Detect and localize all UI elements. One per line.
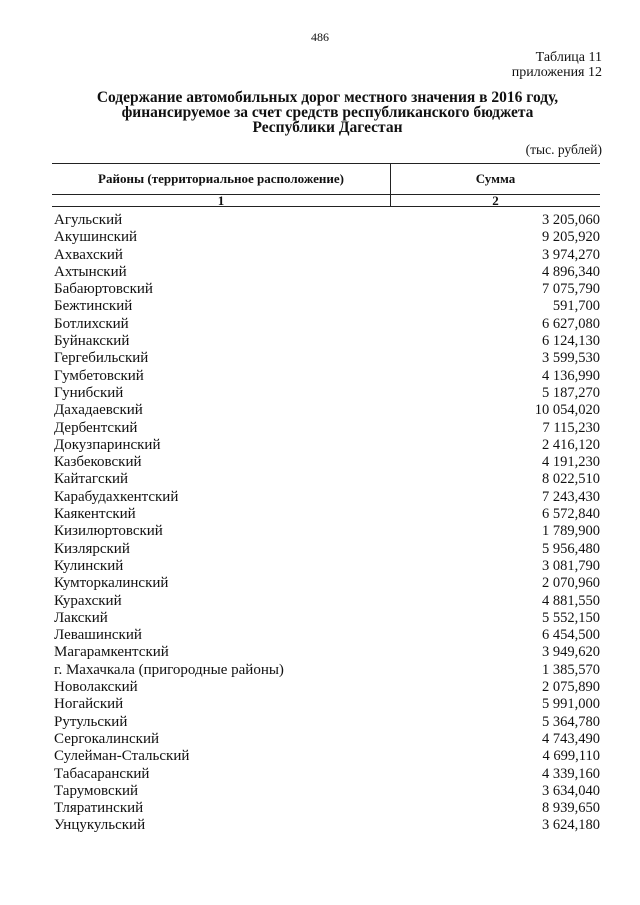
table-row	[54, 696, 600, 713]
district-name: Лакский	[54, 609, 108, 626]
district-name: Гунибский	[54, 384, 124, 401]
district-amount: 6 627,080	[542, 315, 600, 332]
table-row	[54, 679, 600, 696]
district-amount: 591,700	[552, 298, 600, 315]
district-name: Дербентский	[54, 419, 138, 436]
district-amount: 4 136,990	[542, 367, 600, 384]
district-name: Новолакский	[54, 679, 138, 696]
district-name: Ахвахский	[54, 246, 123, 263]
table-row	[54, 593, 600, 610]
district-name: Тляратинский	[54, 800, 144, 817]
table-row	[54, 402, 600, 419]
district-name: Ботлихский	[54, 315, 129, 332]
district-name: Бабаюртовский	[54, 281, 153, 298]
district-amount: 4 699,110	[542, 748, 600, 765]
district-name: Гумбетовский	[54, 367, 144, 384]
table-row	[54, 420, 600, 437]
district-amount: 5 991,000	[542, 696, 600, 713]
table-row	[54, 800, 600, 817]
table-row	[54, 714, 600, 731]
district-amount: 6 454,500	[542, 627, 600, 644]
unit-label: (тыс. рублей)	[525, 142, 602, 157]
title-line-3: Республики Дагестан	[252, 119, 403, 136]
district-name: Рутульский	[54, 713, 128, 730]
table-label	[512, 50, 602, 80]
table-row	[54, 229, 600, 246]
table-row	[54, 610, 600, 627]
district-name: Бежтинский	[54, 298, 133, 315]
district-name: Унцукульский	[54, 817, 146, 834]
district-name: Дахадаевский	[54, 402, 143, 419]
district-amount: 10 054,020	[534, 402, 600, 419]
table-row	[54, 523, 600, 540]
title-line-2: финансируемое за счет средств республиканского бюджета	[121, 104, 534, 121]
district-amount: 5 552,150	[542, 609, 600, 626]
column-header-amount: Сумма	[475, 171, 516, 186]
table-row	[54, 454, 600, 471]
table-row	[54, 316, 600, 333]
table-row	[54, 298, 600, 315]
table-row	[54, 368, 600, 385]
district-name: Каякентский	[54, 506, 136, 523]
district-amount: 7 115,230	[542, 419, 600, 436]
district-name: Кизлярский	[54, 540, 130, 557]
district-amount: 8 022,510	[542, 471, 600, 488]
district-name: Акушинский	[54, 229, 138, 246]
district-amount: 6 124,130	[542, 333, 600, 350]
district-amount: 8 939,650	[542, 800, 600, 817]
district-amount: 3 634,040	[542, 782, 600, 799]
district-amount: 2 075,890	[542, 679, 600, 696]
district-name: Табасаранский	[54, 765, 150, 782]
table-number: Таблица 11	[535, 50, 602, 65]
district-name: Сергокалинский	[54, 730, 160, 747]
district-name: Магарамкентский	[54, 644, 169, 661]
district-name: Курахский	[54, 592, 122, 609]
table-row	[54, 333, 600, 350]
district-amount: 4 339,160	[542, 765, 600, 782]
district-amount: 2 416,120	[542, 436, 600, 453]
table-row	[54, 644, 600, 661]
district-amount: 4 743,490	[542, 730, 600, 747]
table-row	[54, 247, 600, 264]
district-name: Кумторкалинский	[54, 575, 169, 592]
appendix-number: приложения 12	[511, 65, 602, 80]
district-amount: 5 956,480	[542, 540, 600, 557]
table-row	[54, 558, 600, 575]
district-amount: 7 243,430	[542, 488, 600, 505]
column-header-district: Районы (территориальное расположение)	[98, 171, 344, 186]
district-amount: 4 881,550	[542, 592, 600, 609]
district-name: Ахтынский	[54, 263, 127, 280]
district-name: Левашинский	[54, 627, 142, 644]
district-name: Гергебильский	[54, 350, 149, 367]
table-row	[54, 662, 600, 679]
district-amount: 7 075,790	[542, 281, 600, 298]
district-amount: 2 070,960	[542, 575, 600, 592]
table-row	[54, 731, 600, 748]
column-number-amount: 2	[492, 193, 499, 208]
table-row	[54, 766, 600, 783]
district-amount: 3 599,530	[542, 350, 600, 367]
district-name: Буйнакский	[54, 333, 130, 350]
table-row	[54, 575, 600, 592]
table-row	[54, 541, 600, 558]
district-amount: 1 789,900	[542, 523, 600, 540]
district-name: Кулинский	[54, 557, 124, 574]
page-number: 486	[311, 30, 329, 44]
district-amount: 3 624,180	[542, 817, 600, 834]
table-row	[54, 627, 600, 644]
table-row	[54, 748, 600, 765]
district-amount: 4 896,340	[542, 263, 600, 280]
table-row	[54, 264, 600, 281]
table-top-rule	[52, 163, 600, 164]
table-row	[54, 506, 600, 523]
district-name: Сулейман-Стальский	[54, 748, 190, 765]
district-name: Карабудахкентский	[54, 488, 179, 505]
table-row	[54, 437, 600, 454]
district-amount: 5 187,270	[542, 384, 600, 401]
column-number-district: 1	[217, 193, 225, 208]
table-row	[54, 817, 600, 834]
table-row	[54, 350, 600, 367]
table-row	[54, 489, 600, 506]
district-amount: 5 364,780	[542, 713, 600, 730]
district-name: Ногайский	[54, 696, 124, 713]
district-amount: 4 191,230	[542, 454, 600, 471]
district-table-body	[54, 212, 600, 835]
district-amount: 1 385,570	[542, 661, 600, 678]
district-amount: 9 205,920	[542, 229, 600, 246]
title-line-1: Содержание автомобильных дорог местного значения в 2016 году,	[96, 89, 559, 106]
district-name: Казбековский	[54, 454, 142, 471]
document-title	[60, 90, 595, 135]
district-name: г. Махачкала (пригородные районы)	[54, 661, 284, 678]
district-name: Тарумовский	[54, 782, 139, 799]
table-row	[54, 385, 600, 402]
table-row	[54, 281, 600, 298]
district-amount: 3 081,790	[542, 557, 600, 574]
table-row	[54, 471, 600, 488]
district-amount: 6 572,840	[542, 506, 600, 523]
district-amount: 3 974,270	[542, 246, 600, 263]
table-row	[54, 783, 600, 800]
district-amount: 3 205,060	[542, 212, 600, 228]
district-name: Агульский	[54, 212, 123, 228]
district-name: Кайтагский	[54, 471, 129, 488]
district-name: Кизилюртовский	[54, 523, 163, 540]
table-row	[54, 212, 600, 229]
district-amount: 3 949,620	[542, 644, 600, 661]
district-name: Докузпаринский	[54, 436, 161, 453]
